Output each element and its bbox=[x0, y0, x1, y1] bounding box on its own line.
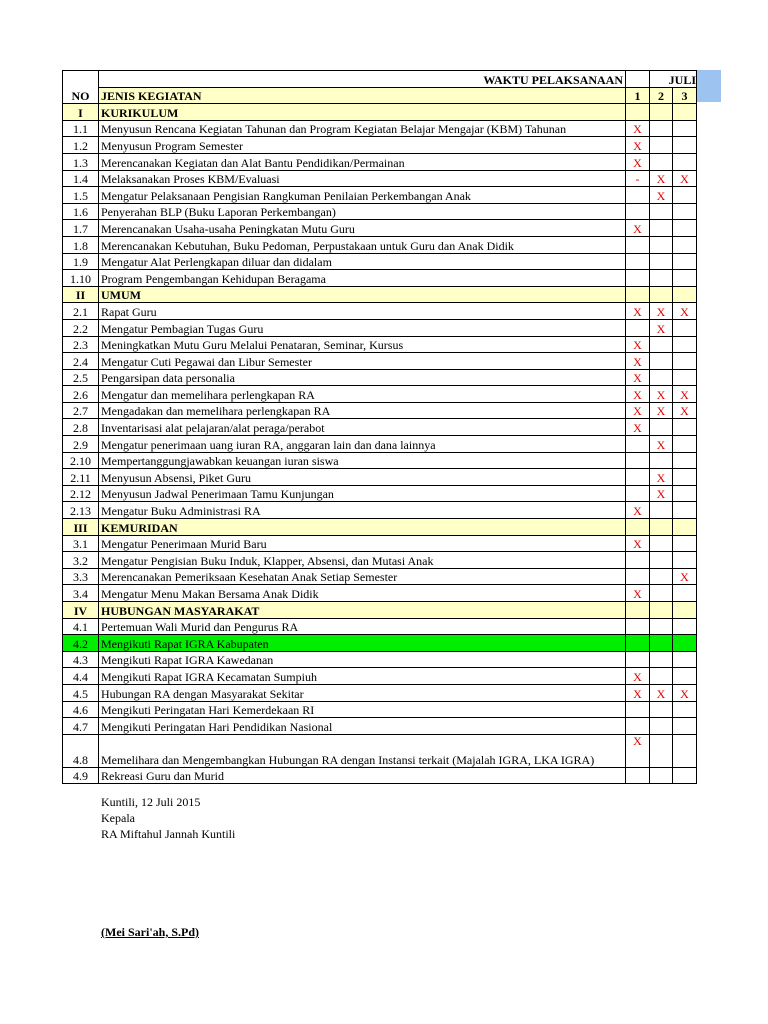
week-3-mark bbox=[673, 718, 697, 735]
week-3-mark bbox=[673, 602, 697, 619]
week-3-mark bbox=[673, 419, 697, 436]
week-1-mark bbox=[626, 701, 650, 718]
week-2-mark bbox=[650, 651, 673, 668]
week-3-mark bbox=[673, 220, 697, 237]
week-2-mark bbox=[650, 502, 673, 519]
row-number: 3.1 bbox=[63, 535, 99, 552]
week-1-mark bbox=[626, 718, 650, 735]
week-1-mark: X bbox=[626, 386, 650, 403]
signature-block bbox=[101, 794, 235, 842]
week-3-mark bbox=[673, 585, 697, 602]
activity-name: Melaksanakan Proses KBM/Evaluasi bbox=[99, 170, 626, 187]
section-row bbox=[63, 104, 697, 121]
activity-schedule-table bbox=[62, 70, 697, 784]
week-3-mark bbox=[673, 519, 697, 536]
signature-place-date: Kuntili, 12 Juli 2015 bbox=[101, 795, 201, 809]
week-2-mark bbox=[650, 767, 673, 784]
week-3-mark bbox=[673, 369, 697, 386]
header-row-2 bbox=[63, 87, 697, 104]
activity-row bbox=[63, 236, 697, 253]
week-2-mark bbox=[650, 236, 673, 253]
activity-row bbox=[63, 469, 697, 486]
section-row bbox=[63, 602, 697, 619]
week-1-mark bbox=[626, 635, 650, 652]
header-week-2: 2 bbox=[650, 87, 673, 104]
row-number: 4.1 bbox=[63, 618, 99, 635]
week-3-mark bbox=[673, 635, 697, 652]
row-number: 2.12 bbox=[63, 485, 99, 502]
week-1-mark bbox=[626, 552, 650, 569]
section-row bbox=[63, 286, 697, 303]
week-3-mark bbox=[673, 253, 697, 270]
schedule-body bbox=[63, 104, 697, 784]
week-1-mark: X bbox=[626, 336, 650, 353]
row-number: 1.8 bbox=[63, 236, 99, 253]
header-row-1 bbox=[63, 71, 697, 88]
activity-name: Mengikuti Rapat IGRA Kawedanan bbox=[99, 651, 626, 668]
row-number: 1.10 bbox=[63, 270, 99, 287]
activity-name: Mempertanggungjawabkan keuangan iuran siswa bbox=[99, 452, 626, 469]
week-1-mark: X bbox=[626, 303, 650, 320]
row-number: 1.7 bbox=[63, 220, 99, 237]
activity-name: Mengatur Pembagian Tugas Guru bbox=[99, 319, 626, 336]
activity-name: Pertemuan Wali Murid dan Pengurus RA bbox=[99, 618, 626, 635]
week-3-mark: X bbox=[673, 170, 697, 187]
week-2-mark bbox=[650, 635, 673, 652]
week-2-mark bbox=[650, 568, 673, 585]
row-number: 1.1 bbox=[63, 120, 99, 137]
activity-name: Menyusun Absensi, Piket Guru bbox=[99, 469, 626, 486]
section-title: HUBUNGAN MASYARAKAT bbox=[99, 602, 626, 619]
week-3-mark bbox=[673, 734, 697, 767]
week-2-mark bbox=[650, 203, 673, 220]
week-3-mark: X bbox=[673, 402, 697, 419]
activity-name: Mengatur Buku Administrasi RA bbox=[99, 502, 626, 519]
week-2-mark: X bbox=[650, 170, 673, 187]
row-number: 2.7 bbox=[63, 402, 99, 419]
week-3-mark bbox=[673, 120, 697, 137]
week-3-mark bbox=[673, 618, 697, 635]
week-2-mark bbox=[650, 220, 673, 237]
row-number: 4.6 bbox=[63, 701, 99, 718]
activity-name: Merencanakan Kebutuhan, Buku Pedoman, Perpustakaan untuk Guru dan Anak Didik bbox=[99, 236, 626, 253]
activity-name: Menyusun Jadwal Penerimaan Tamu Kunjungan bbox=[99, 485, 626, 502]
week-1-mark: X bbox=[626, 153, 650, 170]
row-number: 2.8 bbox=[63, 419, 99, 436]
week-1-mark: X bbox=[626, 585, 650, 602]
activity-row bbox=[63, 153, 697, 170]
week-2-mark: X bbox=[650, 303, 673, 320]
activity-row bbox=[63, 651, 697, 668]
activity-name: Memelihara dan Mengembangkan Hubungan RA dengan Instansi terkait (Majalah IGRA, LKA IGRA) bbox=[99, 734, 626, 767]
week-1-mark: X bbox=[626, 502, 650, 519]
row-number: 3.3 bbox=[63, 568, 99, 585]
week-1-mark bbox=[626, 767, 650, 784]
week-1-mark bbox=[626, 436, 650, 453]
activity-name: Mengadakan dan memelihara perlengkapan RA bbox=[99, 402, 626, 419]
week-2-mark bbox=[650, 104, 673, 121]
week-1-mark: X bbox=[626, 137, 650, 154]
week-1-mark bbox=[626, 203, 650, 220]
week-2-mark bbox=[650, 701, 673, 718]
activity-name: Mengatur Penerimaan Murid Baru bbox=[99, 535, 626, 552]
week-1-mark: X bbox=[626, 535, 650, 552]
week-2-mark bbox=[650, 153, 673, 170]
week-2-mark bbox=[650, 602, 673, 619]
week-3-mark bbox=[673, 535, 697, 552]
week-3-mark bbox=[673, 767, 697, 784]
week-1-mark bbox=[626, 602, 650, 619]
activity-row bbox=[63, 353, 697, 370]
header-week-1: 1 bbox=[626, 87, 650, 104]
week-1-mark bbox=[626, 319, 650, 336]
activity-row bbox=[63, 452, 697, 469]
week-2-mark bbox=[650, 668, 673, 685]
week-1-mark bbox=[626, 286, 650, 303]
week-1-mark bbox=[626, 236, 650, 253]
activity-name: Mengatur Pelaksanaan Pengisian Rangkuman Penilaian Perkembangan Anak bbox=[99, 187, 626, 204]
section-title: KURIKULUM bbox=[99, 104, 626, 121]
week-1-mark bbox=[626, 519, 650, 536]
row-number: 2.5 bbox=[63, 369, 99, 386]
activity-row bbox=[63, 303, 697, 320]
header-jenis-kegiatan: JENIS KEGIATAN bbox=[99, 87, 626, 104]
week-3-mark bbox=[673, 236, 697, 253]
activity-name: Penyerahan BLP (Buku Laporan Perkembangan) bbox=[99, 203, 626, 220]
section-title: KEMURIDAN bbox=[99, 519, 626, 536]
week-2-mark: X bbox=[650, 187, 673, 204]
week-1-mark bbox=[626, 568, 650, 585]
activity-row bbox=[63, 535, 697, 552]
week-1-mark bbox=[626, 485, 650, 502]
week-2-mark bbox=[650, 585, 673, 602]
week-3-mark bbox=[673, 203, 697, 220]
week-1-mark bbox=[626, 618, 650, 635]
week-3-mark bbox=[673, 319, 697, 336]
row-number: II bbox=[63, 286, 99, 303]
week-2-mark: X bbox=[650, 684, 673, 701]
activity-row bbox=[63, 485, 697, 502]
week-2-mark bbox=[650, 120, 673, 137]
week-3-mark bbox=[673, 668, 697, 685]
activity-row bbox=[63, 585, 697, 602]
row-number: 1.3 bbox=[63, 153, 99, 170]
week-1-mark: X bbox=[626, 684, 650, 701]
row-number: III bbox=[63, 519, 99, 536]
row-number: 4.2 bbox=[63, 635, 99, 652]
activity-name: Mengikuti Rapat IGRA Kecamatan Sumpiuh bbox=[99, 668, 626, 685]
row-number: 3.2 bbox=[63, 552, 99, 569]
activity-row bbox=[63, 767, 697, 784]
row-number: 4.9 bbox=[63, 767, 99, 784]
row-number: 2.10 bbox=[63, 452, 99, 469]
week-3-mark bbox=[673, 336, 697, 353]
week-3-mark bbox=[673, 270, 697, 287]
week-2-mark bbox=[650, 270, 673, 287]
week-2-mark bbox=[650, 253, 673, 270]
row-number: 1.5 bbox=[63, 187, 99, 204]
row-number: 3.4 bbox=[63, 585, 99, 602]
row-number: 4.8 bbox=[63, 734, 99, 767]
activity-row bbox=[63, 170, 697, 187]
activity-row bbox=[63, 635, 697, 652]
row-number: 1.6 bbox=[63, 203, 99, 220]
header-waktu-pelaksanaan: WAKTU PELAKSANAAN bbox=[99, 71, 626, 88]
activity-name: Mengatur penerimaan uang iuran RA, anggaran lain dan dana lainnya bbox=[99, 436, 626, 453]
week-3-mark bbox=[673, 353, 697, 370]
week-1-mark: X bbox=[626, 402, 650, 419]
activity-row bbox=[63, 436, 697, 453]
activity-row bbox=[63, 187, 697, 204]
activity-name: Rekreasi Guru dan Murid bbox=[99, 767, 626, 784]
header-week-3: 3 bbox=[673, 87, 697, 104]
activity-row bbox=[63, 718, 697, 735]
row-number: 2.13 bbox=[63, 502, 99, 519]
week-1-mark: X bbox=[626, 220, 650, 237]
activity-name: Mengatur Menu Makan Bersama Anak Didik bbox=[99, 585, 626, 602]
week-3-mark bbox=[673, 137, 697, 154]
activity-name: Mengatur dan memelihara perlengkapan RA bbox=[99, 386, 626, 403]
week-1-mark bbox=[626, 270, 650, 287]
week-3-mark bbox=[673, 436, 697, 453]
section-row bbox=[63, 519, 697, 536]
activity-row bbox=[63, 137, 697, 154]
week-3-mark bbox=[673, 104, 697, 121]
activity-name: Mengikuti Rapat IGRA Kabupaten bbox=[99, 635, 626, 652]
week-1-mark: - bbox=[626, 170, 650, 187]
row-number: 2.4 bbox=[63, 353, 99, 370]
week-1-mark bbox=[626, 104, 650, 121]
week-3-mark bbox=[673, 485, 697, 502]
week-2-mark bbox=[650, 419, 673, 436]
activity-row bbox=[63, 336, 697, 353]
row-number: 1.9 bbox=[63, 253, 99, 270]
activity-row bbox=[63, 568, 697, 585]
row-number: 4.5 bbox=[63, 684, 99, 701]
week-3-mark bbox=[673, 469, 697, 486]
activity-name: Program Pengembangan Kehidupan Beragama bbox=[99, 270, 626, 287]
week-2-mark: X bbox=[650, 469, 673, 486]
week-3-mark bbox=[673, 286, 697, 303]
week-2-mark bbox=[650, 718, 673, 735]
activity-name: Mengikuti Peringatan Hari Pendidikan Nasional bbox=[99, 718, 626, 735]
week-3-mark bbox=[673, 452, 697, 469]
activity-name: Merencanakan Usaha-usaha Peningkatan Mutu Guru bbox=[99, 220, 626, 237]
activity-name: Pengarsipan data personalia bbox=[99, 369, 626, 386]
week-2-mark bbox=[650, 519, 673, 536]
week-1-mark bbox=[626, 469, 650, 486]
activity-name: Rapat Guru bbox=[99, 303, 626, 320]
activity-row bbox=[63, 502, 697, 519]
activity-row bbox=[63, 618, 697, 635]
week-1-mark: X bbox=[626, 120, 650, 137]
week-2-mark bbox=[650, 618, 673, 635]
week-2-mark bbox=[650, 535, 673, 552]
week-2-mark bbox=[650, 137, 673, 154]
week-2-mark bbox=[650, 353, 673, 370]
activity-row bbox=[63, 270, 697, 287]
activity-row bbox=[63, 734, 697, 767]
week-2-mark: X bbox=[650, 319, 673, 336]
row-number: 2.9 bbox=[63, 436, 99, 453]
activity-row bbox=[63, 701, 697, 718]
row-number: 2.3 bbox=[63, 336, 99, 353]
row-number: I bbox=[63, 104, 99, 121]
signature-institution: RA Miftahul Jannah Kuntili bbox=[101, 827, 236, 841]
week-2-mark bbox=[650, 286, 673, 303]
activity-row bbox=[63, 319, 697, 336]
row-number: 4.7 bbox=[63, 718, 99, 735]
activity-name: Inventarisasi alat pelajaran/alat peraga/perabot bbox=[99, 419, 626, 436]
week-3-mark bbox=[673, 701, 697, 718]
row-number: 2.1 bbox=[63, 303, 99, 320]
row-number: 1.2 bbox=[63, 137, 99, 154]
activity-name: Merencanakan Pemeriksaan Kesehatan Anak Setiap Semester bbox=[99, 568, 626, 585]
week-2-mark bbox=[650, 734, 673, 767]
activity-row bbox=[63, 203, 697, 220]
row-number: IV bbox=[63, 602, 99, 619]
week-3-mark: X bbox=[673, 386, 697, 403]
activity-row bbox=[63, 386, 697, 403]
activity-name: Menyusun Program Semester bbox=[99, 137, 626, 154]
activity-name: Hubungan RA dengan Masyarakat Sekitar bbox=[99, 684, 626, 701]
week-2-mark bbox=[650, 552, 673, 569]
week-1-mark: X bbox=[626, 419, 650, 436]
activity-row bbox=[63, 419, 697, 436]
week-3-mark: X bbox=[673, 684, 697, 701]
activity-name: Menyusun Rencana Kegiatan Tahunan dan Program Kegiatan Belajar Mengajar (KBM) Tahunan bbox=[99, 120, 626, 137]
signature-role: Kepala bbox=[101, 811, 135, 825]
row-number: 2.6 bbox=[63, 386, 99, 403]
juli-header-overflow bbox=[696, 70, 721, 102]
activity-row bbox=[63, 120, 697, 137]
header-month: JULI bbox=[668, 72, 696, 87]
week-1-mark bbox=[626, 253, 650, 270]
row-number: 4.3 bbox=[63, 651, 99, 668]
week-3-mark bbox=[673, 552, 697, 569]
week-2-mark: X bbox=[650, 436, 673, 453]
week-2-mark bbox=[650, 369, 673, 386]
signature-name: (Mei Sari'ah, S.Pd) bbox=[101, 925, 199, 939]
week-1-mark bbox=[626, 651, 650, 668]
week-1-mark: X bbox=[626, 668, 650, 685]
week-2-mark: X bbox=[650, 386, 673, 403]
section-title: UMUM bbox=[99, 286, 626, 303]
row-number: 2.11 bbox=[63, 469, 99, 486]
activity-name: Mengatur Alat Perlengkapan diluar dan didalam bbox=[99, 253, 626, 270]
activity-name: Mengatur Pengisian Buku Induk, Klapper, Absensi, dan Mutasi Anak bbox=[99, 552, 626, 569]
week-1-mark bbox=[626, 452, 650, 469]
activity-name: Meningkatkan Mutu Guru Melalui Penataran, Seminar, Kursus bbox=[99, 336, 626, 353]
activity-name: Merencanakan Kegiatan dan Alat Bantu Pendidikan/Permainan bbox=[99, 153, 626, 170]
week-1-mark: X bbox=[626, 734, 650, 767]
week-3-mark: X bbox=[673, 303, 697, 320]
week-1-mark: X bbox=[626, 353, 650, 370]
activity-row bbox=[63, 402, 697, 419]
activity-row bbox=[63, 668, 697, 685]
activity-row bbox=[63, 220, 697, 237]
row-number: 2.2 bbox=[63, 319, 99, 336]
week-3-mark: X bbox=[673, 568, 697, 585]
week-3-mark bbox=[673, 502, 697, 519]
activity-name: Mengatur Cuti Pegawai dan Libur Semester bbox=[99, 353, 626, 370]
week-2-mark bbox=[650, 452, 673, 469]
week-2-mark: X bbox=[650, 485, 673, 502]
week-2-mark: X bbox=[650, 402, 673, 419]
activity-row bbox=[63, 253, 697, 270]
activity-row bbox=[63, 369, 697, 386]
activity-row bbox=[63, 552, 697, 569]
week-2-mark bbox=[650, 336, 673, 353]
week-1-mark: X bbox=[626, 369, 650, 386]
week-1-mark bbox=[626, 187, 650, 204]
week-3-mark bbox=[673, 651, 697, 668]
activity-name: Mengikuti Peringatan Hari Kemerdekaan RI bbox=[99, 701, 626, 718]
row-number: 4.4 bbox=[63, 668, 99, 685]
week-3-mark bbox=[673, 153, 697, 170]
header-no: NO bbox=[63, 71, 99, 104]
week-3-mark bbox=[673, 187, 697, 204]
row-number: 1.4 bbox=[63, 170, 99, 187]
activity-row bbox=[63, 684, 697, 701]
